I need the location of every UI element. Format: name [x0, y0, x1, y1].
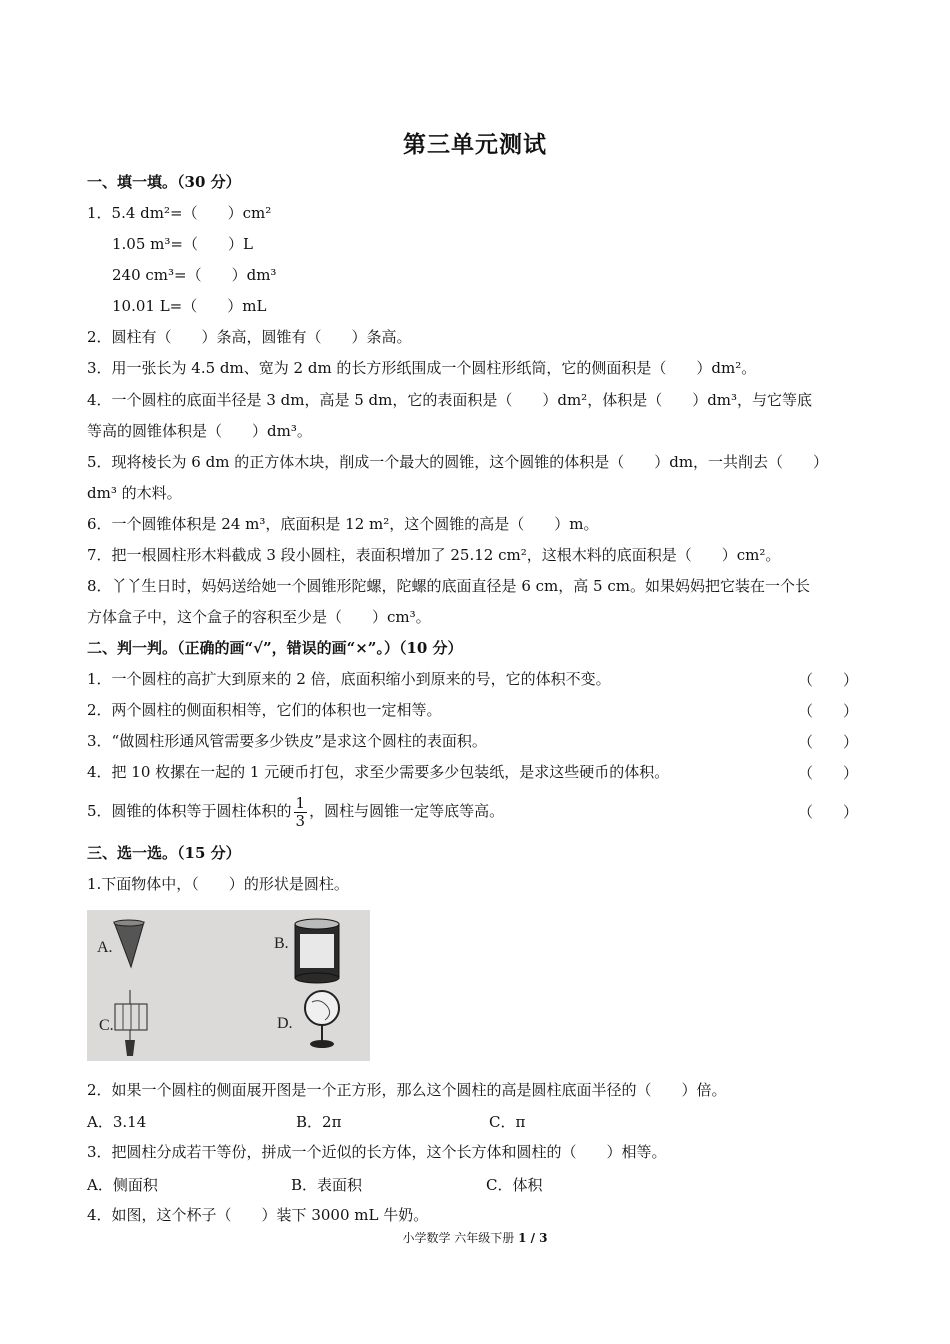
s2-item-2: 2．两个圆柱的侧面积相等，它们的体积也一定相等。 [87, 701, 442, 719]
section-3-heading: 三、选一选。（15 分） [87, 844, 241, 862]
s1-q7: 7．把一根圆柱形木料截成 3 段小圆柱，表面积增加了 25.12 cm²，这根木料的底面积是（ ）cm²。 [87, 546, 781, 564]
s1-q4-line2: 等高的圆锥体积是（ ）dm³。 [87, 422, 312, 440]
s2-item-5 [87, 791, 504, 831]
s3-q2-option-a[interactable]: A．3.14 [87, 1113, 147, 1131]
answer-paren[interactable]: （ ） [798, 733, 859, 751]
s2-item-5-pre: 5．圆锥的体积等于圆柱体积的 [87, 802, 292, 820]
s2-item-4: 4．把 10 枚摞在一起的 1 元硬币打包，求至少需要多少包装纸，是求这些硬币的体积。 [87, 763, 670, 781]
objects-illustration [87, 910, 370, 1061]
section-1-heading: 一、填一填。（30 分） [87, 173, 241, 191]
label-c: C. [99, 1017, 114, 1034]
s1-q3: 3．用一张长为 4.5 dm、宽为 2 dm 的长方形纸围成一个圆柱形纸筒，它的侧面积是（ ）dm²。 [87, 359, 757, 377]
footer-text: 小学数学 六年级下册 [402, 1231, 519, 1245]
s3-q3-option-a[interactable]: A．侧面积 [87, 1176, 158, 1194]
s3-q1: 1.下面物体中，（ ）的形状是圆柱。 [87, 875, 349, 893]
fraction-numerator: 1 [295, 793, 306, 812]
s1-q8-line1: 8．丫丫生日时，妈妈送给她一个圆锥形陀螺，陀螺的底面直径是 6 cm，高 5 cm。如果妈妈把它装在一个长 [87, 577, 810, 595]
s1-q4-line1: 4．一个圆柱的底面半径是 3 dm，高是 5 dm，它的表面积是（ ）dm²，体积是（ ）dm³，与它等底 [87, 391, 813, 409]
label-a: A. [97, 939, 113, 956]
cylinder-can-icon [295, 919, 339, 983]
s2-item-1: 1．一个圆柱的高扩大到原来的 2 倍，底面积缩小到原来的号，它的体积不变。 [87, 670, 611, 688]
s3-q2-option-c[interactable]: C．π [489, 1113, 526, 1131]
fraction-one-third [294, 795, 308, 830]
s3-q4: 4．如图，这个杯子（ ）装下 3000 mL 牛奶。 [87, 1206, 429, 1224]
s1-q1-line3: 240 cm³=（ ）dm³ [112, 266, 277, 284]
s2-item-3: 3．“做圆柱形通风管需要多少铁皮”是求这个圆柱的表面积。 [87, 732, 487, 750]
s1-q2: 2．圆柱有（ ）条高，圆锥有（ ）条高。 [87, 328, 412, 346]
s1-q1-line2: 1.05 m³=（ ）L [112, 235, 253, 253]
s1-q8-line2: 方体盒子中，这个盒子的容积至少是（ ）cm³。 [87, 608, 431, 626]
page-footer [0, 1229, 950, 1246]
answer-paren[interactable]: （ ） [798, 764, 859, 782]
label-d: D. [277, 1015, 293, 1032]
s1-q5-line1: 5．现将棱长为 6 dm 的正方体木块，削成一个最大的圆锥，这个圆锥的体积是（ ）dm，一共削去（ ） [87, 453, 829, 471]
s3-q2-option-b[interactable]: B．2π [296, 1113, 342, 1131]
s1-q1-line4: 10.01 L=（ ）mL [112, 297, 267, 315]
s3-q3-option-c[interactable]: C．体积 [486, 1176, 543, 1194]
s3-q3-option-b[interactable]: B．表面积 [291, 1176, 363, 1194]
s3-q2: 2．如果一个圆柱的侧面展开图是一个正方形，那么这个圆柱的高是圆柱底面半径的（ ）倍。 [87, 1081, 727, 1099]
s1-q1-line1: 1．5.4 dm²=（ ）cm² [87, 204, 272, 222]
answer-paren[interactable]: （ ） [798, 671, 859, 689]
answer-paren[interactable]: （ ） [798, 702, 859, 720]
fraction-denominator: 3 [295, 811, 306, 830]
section-2-heading: 二、判一判。（正确的画“√”，错误的画“×”。）（10 分） [87, 639, 463, 657]
s1-q6: 6．一个圆锥体积是 24 m³，底面积是 12 m²，这个圆锥的高是（ ）m。 [87, 515, 599, 533]
page-number: 1 / 3 [518, 1231, 548, 1245]
objects-image [87, 910, 370, 1061]
answer-paren[interactable]: （ ） [798, 803, 859, 821]
s3-q3: 3．把圆柱分成若干等份，拼成一个近似的长方体，这个长方体和圆柱的（ ）相等。 [87, 1143, 667, 1161]
s2-item-5-post: ，圆柱与圆锥一定等底等高。 [309, 802, 505, 820]
s1-q5-line2: dm³ 的木料。 [87, 484, 182, 502]
label-b: B. [274, 935, 289, 952]
page-title: 第三单元测试 [403, 131, 547, 158]
